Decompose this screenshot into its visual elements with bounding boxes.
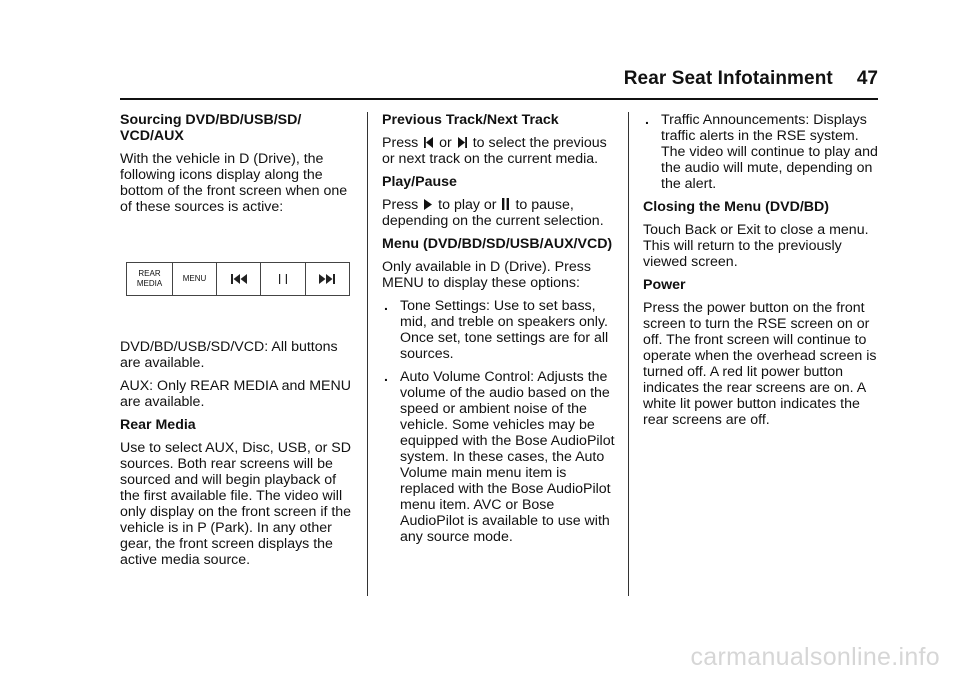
sourcing-heading: Sourcing DVD/BD/USB/SD/ VCD/AUX (120, 112, 302, 144)
rear-media-button[interactable] (127, 263, 173, 295)
next-track-icon (458, 137, 467, 148)
prev-next-or: or (439, 135, 452, 151)
menu-button[interactable] (173, 263, 217, 295)
bullet-marker: . (645, 112, 649, 128)
rear-media-text: Use to select AUX, Disc, USB, or SD sources. Both rear screens will be sourced and will begin playback of the first available file. The video will only display on the front screen if the vehicle is in P (Park). In any other gear, the front screen displays the active media source. (120, 440, 352, 568)
bullet-marker: . (384, 369, 388, 385)
power-text: Press the power button on the front screen to turn the RSE screen on or off. The front screen will continue to operate when the overhead screen is turned off. A red lit power button indicates the rear screens are on. A white lit power button indicates the rear screens are off. (643, 300, 877, 428)
sourcing-intro: With the vehicle in D (Drive), the following icons display along the bottom of the front screen when one of these sources is active: (120, 151, 348, 215)
rear-media-label-line2: MEDIA (136, 279, 163, 288)
previous-track-icon (424, 137, 433, 148)
page-header (624, 68, 878, 90)
menu-button-label: MENU (182, 274, 207, 283)
auto-volume-text: Auto Volume Control: Adjusts the volume of the audio based on the speed or ambient noise of the vehicle. Some vehicles may be equipped with the Bose AudioPilot system. In these cases, the Auto Volume main menu item is replaced with the Bose AudioPilot menu item. AVC or Bose AudioPilot is available to use with any source mode. (400, 369, 615, 545)
prev-next-press: Press (382, 135, 419, 151)
front-screen-icon-strip (126, 262, 350, 296)
next-track-button[interactable] (306, 263, 349, 295)
column-2 (382, 112, 616, 552)
play-press: Press (382, 197, 419, 213)
previous-track-icon (231, 274, 247, 284)
menu-intro: Only available in D (Drive). Press MENU to display these options: (382, 259, 591, 291)
column-divider (367, 112, 368, 596)
rear-media-heading: Rear Media (120, 417, 196, 433)
page-number: 47 (856, 68, 878, 89)
next-track-icon (319, 274, 335, 284)
all-buttons-note: DVD/BD/USB/SD/VCD: All buttons are available. (120, 339, 338, 371)
prev-next-heading: Previous Track/Next Track (382, 112, 559, 128)
list-item (643, 112, 879, 192)
menu-heading: Menu (DVD/BD/SD/USB/AUX/VCD) (382, 236, 613, 252)
aux-note: AUX: Only REAR MEDIA and MENU are available. (120, 378, 352, 410)
pause-icon (502, 198, 509, 210)
list-item (382, 369, 616, 545)
traffic-announcements-text: Traffic Announcements: Displays traffic alerts in the RSE system. The video will continue to play and the audio will mute, depending on the alert. (661, 112, 878, 192)
play-rest: to pause, depending on the current selection. (382, 197, 604, 229)
play-pause-heading: Play/Pause (382, 174, 457, 190)
closing-menu-heading: Closing the Menu (DVD/BD) (643, 199, 830, 215)
prev-next-text (382, 135, 616, 167)
list-item (382, 298, 616, 362)
watermark: carmanualsonline.info (690, 643, 940, 671)
pause-button[interactable] (261, 263, 305, 295)
section-title: Rear Seat Infotainment (623, 68, 833, 89)
play-pause-text (382, 197, 616, 229)
column-1 (120, 112, 354, 575)
pause-icon (279, 274, 287, 284)
previous-track-button[interactable] (217, 263, 261, 295)
column-3 (643, 112, 879, 435)
closing-menu-text: Touch Back or Exit to close a menu. This will return to the previously viewed screen. (643, 222, 869, 270)
play-icon (424, 199, 432, 210)
header-rule (120, 98, 878, 100)
rear-media-label-line1: REAR (138, 269, 161, 278)
column-divider (628, 112, 629, 596)
play-mid: to play or (438, 197, 497, 213)
bullet-marker: . (384, 298, 388, 314)
tone-settings-text: Tone Settings: Use to set bass, mid, and treble on speakers only. Once set, tone settings are for all sources. (400, 298, 609, 362)
prev-next-rest: to select the previous or next track on the current media. (382, 135, 607, 167)
power-heading: Power (643, 277, 686, 293)
